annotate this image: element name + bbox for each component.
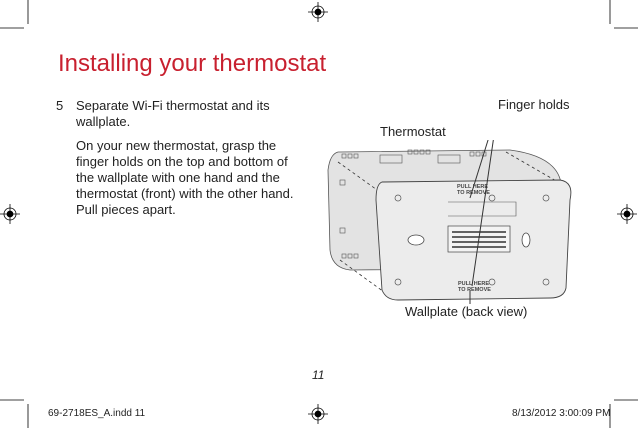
step-number: 5 (56, 98, 64, 113)
pull-bottom-line2: TO REMOVE (458, 287, 491, 293)
page-title: Installing your thermostat (58, 50, 327, 77)
registration-mark-top (308, 2, 328, 22)
step-detail: On your new thermostat, grasp the finger holds on the top and bottom of the wallplate with one hand and the thermostat (front) with the other hand. Pull pieces apart. (76, 138, 294, 217)
pull-top-line2: TO REMOVE (457, 190, 490, 196)
thermostat-diagram (320, 140, 580, 305)
mount-hole-right (522, 233, 530, 247)
pull-bottom-line1: PULL HERE (458, 281, 490, 287)
footer-file: 69-2718ES_A.indd 11 (48, 408, 146, 419)
label-wallplate: Wallplate (back view) (405, 304, 528, 319)
label-finger-holds: Finger holds (498, 97, 570, 112)
footer-datetime: 8/13/2012 3:00:09 PM (512, 408, 611, 419)
mount-hole-left (408, 235, 424, 245)
pull-top-line1: PULL HERE (457, 184, 489, 190)
registration-mark-left (0, 204, 20, 224)
page-number: 11 (312, 368, 325, 382)
step-text: Separate Wi-Fi thermostat and its wallplate. (76, 98, 270, 129)
label-thermostat: Thermostat (380, 124, 446, 139)
registration-mark-right (617, 204, 637, 224)
registration-mark-bottom (308, 404, 328, 424)
